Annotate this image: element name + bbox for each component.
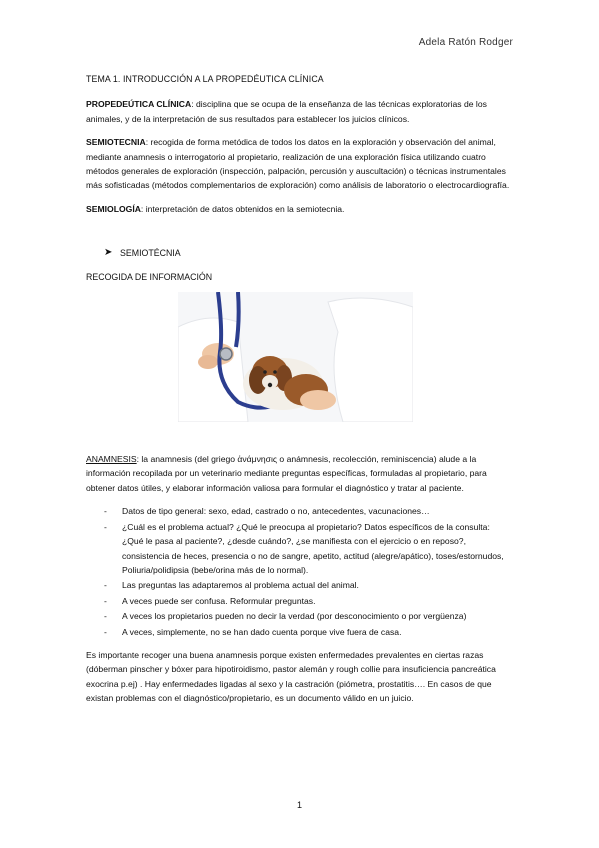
list-item: - A veces los propietarios pueden no decir la verdad (por desconocimiento o por vergüenza) <box>122 609 511 623</box>
vet-dog-illustration <box>178 292 413 422</box>
definition-semiotecnia-text: : recogida de forma metódica de todos los datos en la exploración y observación del animal, mediante anamnesis o interrogatorio al propietario, realización de una exploración física utilizando cuatro métodos generales de exploración (inspección, palpación, percusión y auscultación) o técnicas instrumentales más sofisticadas (métodos complementarios de exploración) como análisis de laboratorio o electrocardiografía. <box>86 137 510 191</box>
term-semiotecnia: SEMIOTECNIA <box>86 137 146 148</box>
term-anamnesis: ANAMNESIS <box>86 454 137 465</box>
term-semiologia: SEMIOLOGÍA <box>86 203 141 214</box>
definition-propedeutica-text: : disciplina que se ocupa de la enseñanza de las técnicas exploratorias de los animales, y de la interpretación de sus resultados para establecer los juicios clínicos. <box>86 99 487 124</box>
section-heading <box>86 246 511 260</box>
list-item: - Las preguntas las adaptaremos al problema actual del animal. <box>122 578 511 592</box>
term-propedeutica: PROPEDEÚTICA CLÍNICA <box>86 99 192 110</box>
document-body <box>86 72 511 715</box>
anamnesis-list <box>86 504 511 639</box>
section-bullet-title: SEMIOTÉCNIA <box>120 248 181 259</box>
topic-title: TEMA 1. INTRODUCCIÓN A LA PROPEDÉUTICA CLÍNICA <box>86 74 324 84</box>
definition-propedeutica <box>86 97 511 126</box>
section-subtitle: RECOGIDA DE INFORMACIÓN <box>86 271 213 282</box>
definition-semiotecnia <box>86 135 511 193</box>
anamnesis-text: : la anamnesis (del griego ἀνάμνησις o anámnesis, recolección, reminiscencia) alude a la información recopilada por un veterinario mediante preguntas específicas, formuladas al propietario, para obtener datos útiles, y elaborar información valiosa para formular el diagnóstico y tratar al paciente. <box>86 454 487 493</box>
list-item: - ¿Cuál es el problema actual? ¿Qué le preocupa al propietario? Datos específicos de la consulta: ¿Qué le pasa al paciente?, ¿desde cuándo?, ¿se manifiesta con el ejercicio o en reposo?, consistencia de heces, presencia o no de sangre, apetito, actitud (alegre/apático), toses/estornudos, Poliuria/polidipsia (bebe/orina más de lo normal). <box>122 520 511 578</box>
anamnesis-paragraph <box>86 452 511 495</box>
list-item: - Datos de tipo general: sexo, edad, castrado o no, antecedentes, vacunaciones… <box>122 504 511 518</box>
definition-semiologia-text: : interpretación de datos obtenidos en la semiotecnia. <box>140 203 345 214</box>
list-item: - A veces, simplemente, no se han dado cuenta porque vive fuera de casa. <box>122 625 511 639</box>
vet-dog-photo <box>178 292 413 422</box>
closing-paragraph: Es importante recoger una buena anamnesis porque existen enfermedades prevalentes en ciertas razas (dóberman pinscher y bóxer para hipotiroidismo, pastor alemán y rough collie para insuficiencia pancreática exocrina p.ej) . Hay enfermedades ligadas al sexo y la castración (piómetra, prostatitis…. En casos de que existan problemas con el diagnóstico/propietario, es un documento válido en un juicio. <box>86 649 496 704</box>
header-author: Adela Ratón Rodger <box>418 37 513 48</box>
list-item: - A veces puede ser confusa. Reformular preguntas. <box>122 594 511 608</box>
page-number: 1 <box>296 800 302 810</box>
definition-semiologia <box>86 202 511 216</box>
arrow-bullet-icon: ➤ <box>104 247 113 259</box>
